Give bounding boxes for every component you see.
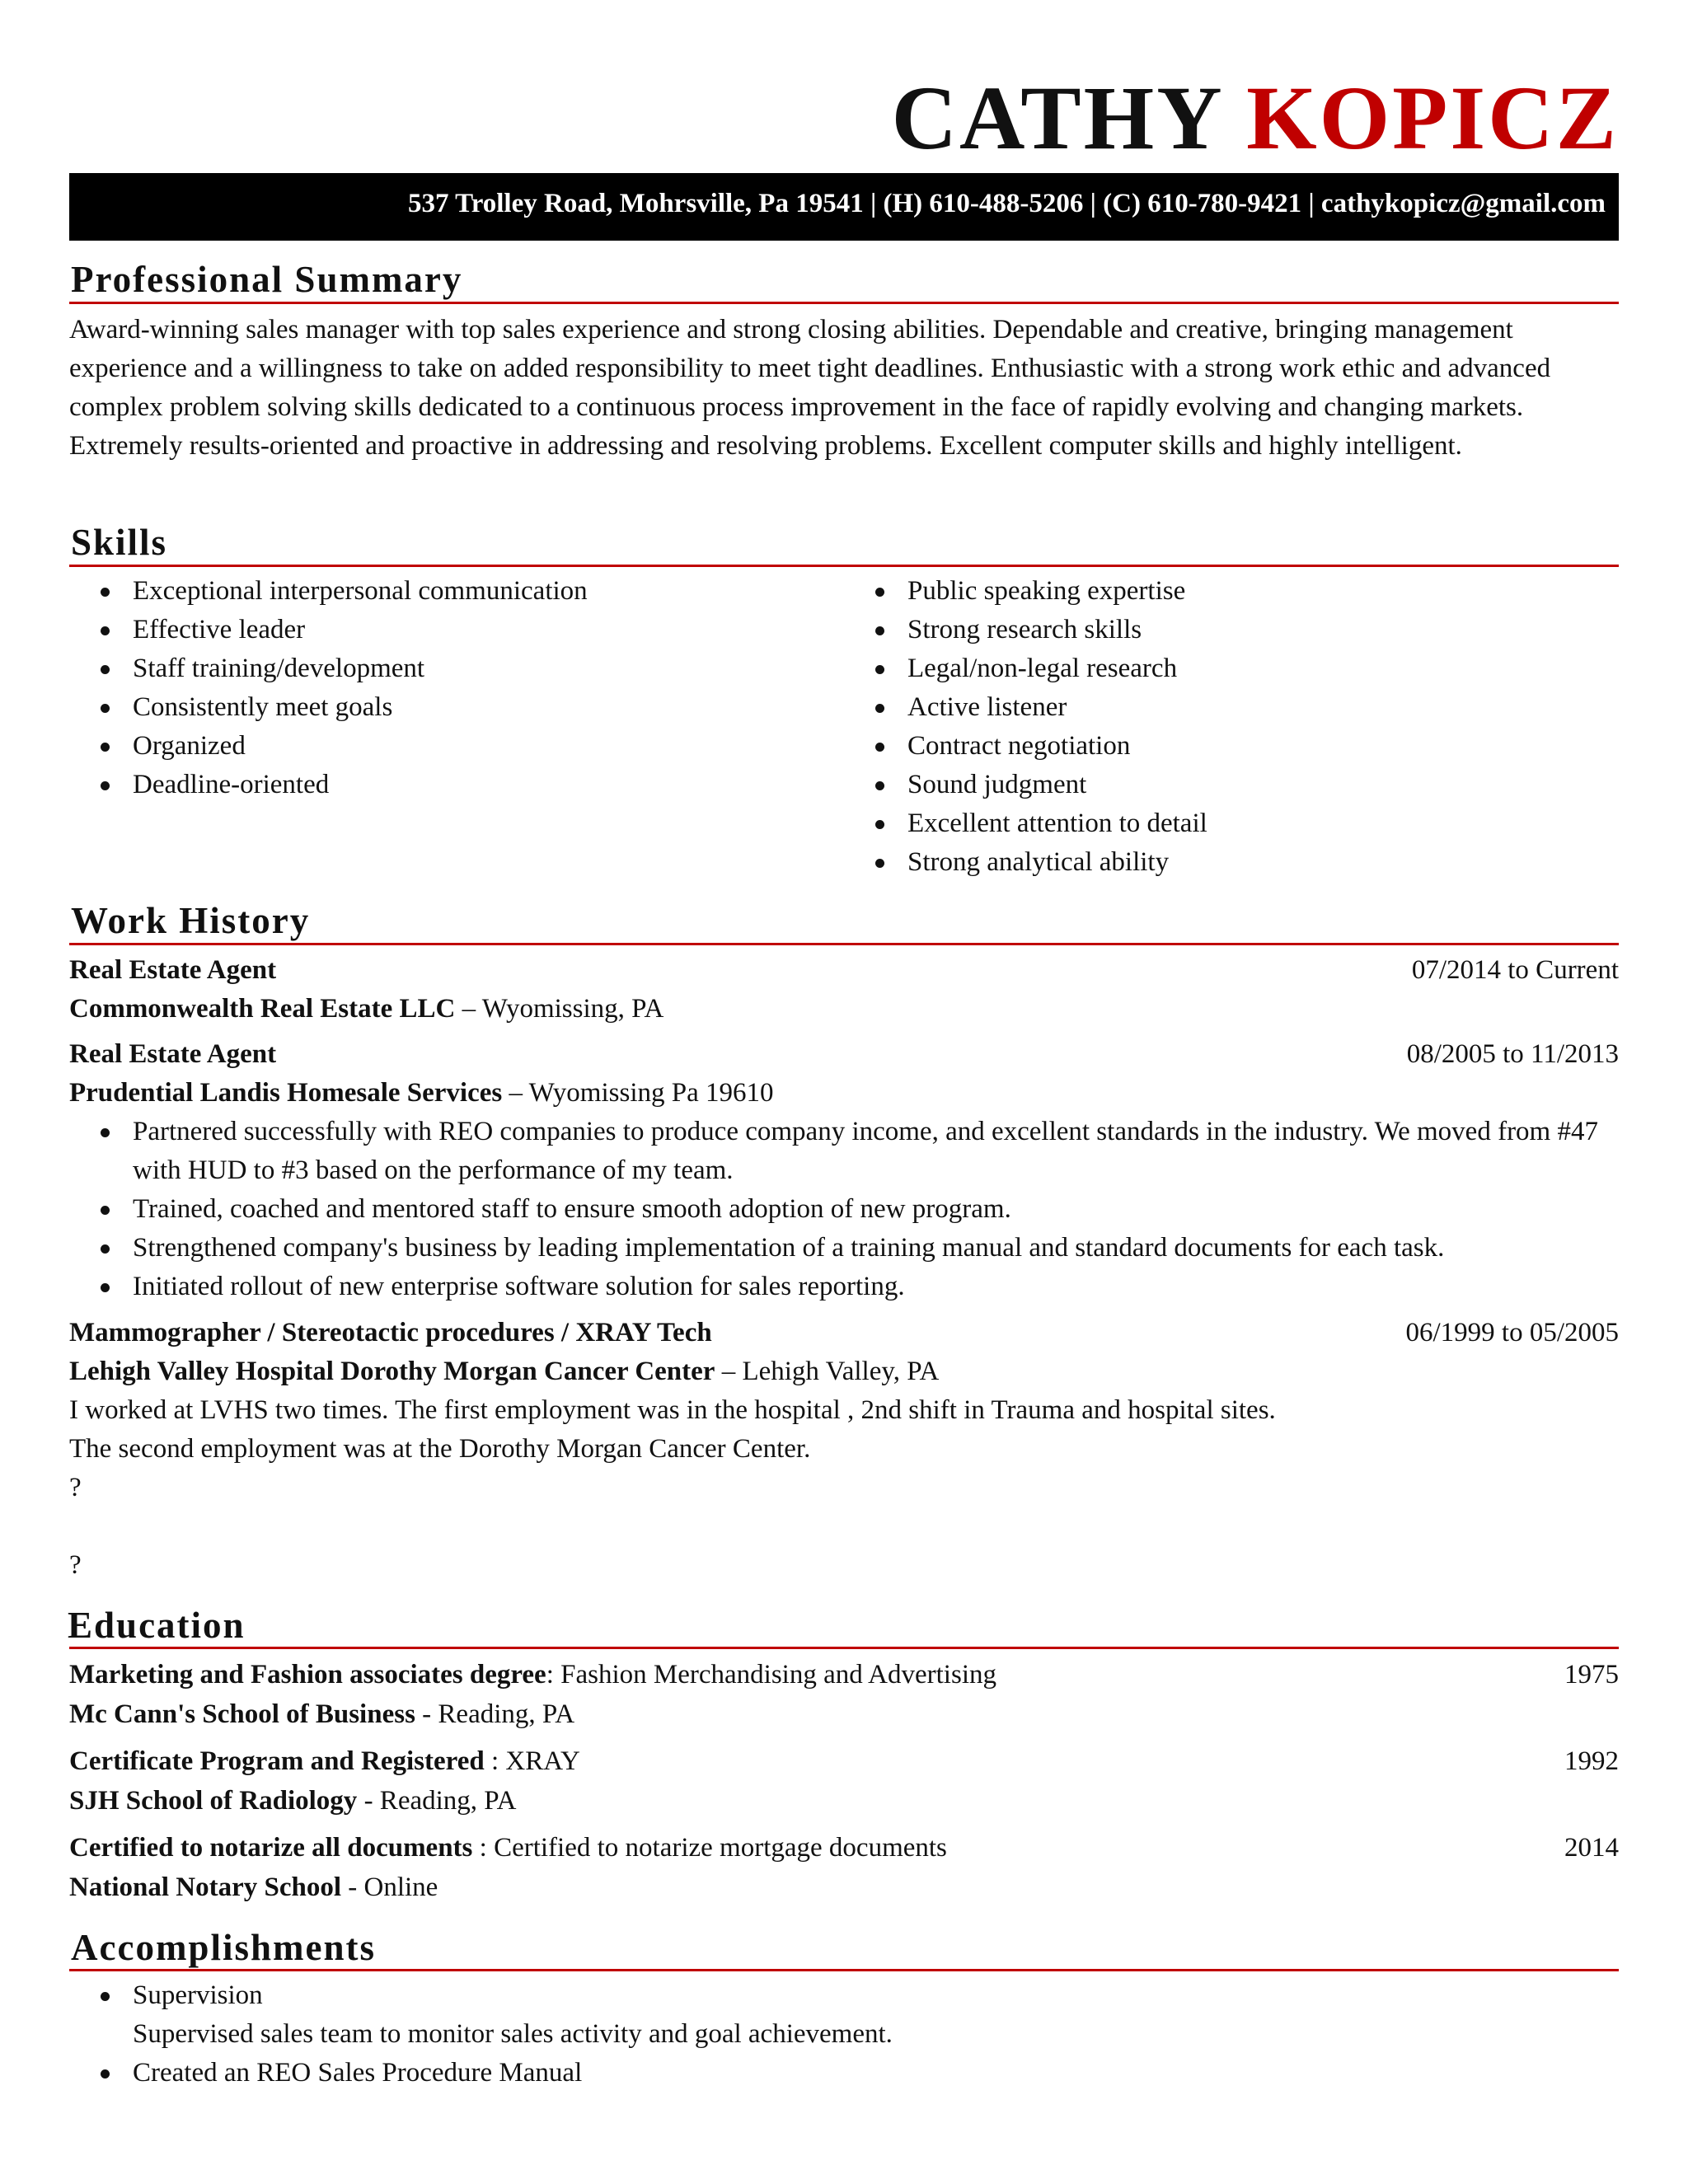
job-description-line: ? — [69, 1473, 82, 1502]
education-year: 1992 — [1564, 1746, 1619, 1776]
skills-list-right — [844, 572, 1207, 882]
skills-divider — [69, 565, 1619, 567]
list-item: Deadline-oriented — [69, 766, 588, 804]
education-school-row — [69, 1782, 1619, 1821]
list-item: Public speaking expertise — [844, 572, 1207, 611]
summary-text: Award-winning sales manager with top sales experience and strong closing abilities. Dependable and creative, bringing management experience and a willingness to take on added responsibility to meet tight deadlines. Enthusiastic with a strong work ethic and advanced complex problem solving skills dedicated to a continuous process improvement in the face of rapidly evolving and changing markets. Extremely results-oriented and proactive in addressing and resolving problems. Excellent computer skills and highly intelligent. — [69, 315, 1551, 461]
first-name: CATHY — [891, 68, 1221, 168]
accomplishments-heading: Accomplishments — [71, 1927, 376, 1968]
job-description-line: I worked at LVHS two times. The first employment was in the hospital , 2nd shift in Trauma and hospital sites. — [69, 1395, 1276, 1425]
job-company-row — [69, 990, 1619, 1029]
job-dates: 08/2005 to 11/2013 — [1406, 1039, 1619, 1069]
company-name: Commonwealth Real Estate LLC — [69, 994, 456, 1024]
work-heading: Work History — [71, 900, 311, 941]
education-heading: Education — [68, 1605, 246, 1646]
list-item: Effective leader — [69, 611, 588, 649]
list-item: Created an REO Sales Procedure Manual — [69, 2054, 582, 2093]
list-item: Initiated rollout of new enterprise software solution for sales reporting. — [69, 1268, 1619, 1306]
school-name: Mc Cann's School of Business — [69, 1699, 415, 1729]
school-location: - Online — [341, 1872, 438, 1902]
list-item: Exceptional interpersonal communication — [69, 572, 588, 611]
list-item: Strong analytical ability — [844, 843, 1207, 882]
degree: Marketing and Fashion associates degree — [69, 1660, 546, 1690]
list-item: Trained, coached and mentored staff to ensure smooth adoption of new program. — [69, 1190, 1619, 1229]
last-name: KOPICZ — [1246, 68, 1619, 168]
education-degree-row — [69, 1742, 1619, 1781]
list-item: Active listener — [844, 688, 1207, 727]
accomplishment-detail: Supervised sales team to monitor sales activity and goal achievement. — [133, 2019, 893, 2049]
education-divider — [69, 1647, 1619, 1649]
job-title-row — [69, 1035, 1619, 1074]
job-title: Real Estate Agent — [69, 955, 277, 985]
list-item: Excellent attention to detail — [844, 804, 1207, 843]
company-location: – Lehigh Valley, PA — [715, 1357, 940, 1386]
job-title: Mammographer / Stereotactic procedures / XRAY Tech — [69, 1318, 712, 1347]
job-title-row — [69, 1314, 1619, 1352]
education-school-row — [69, 1868, 1619, 1907]
accomplishments-list — [69, 1976, 263, 2015]
list-item: Partnered successfully with REO companies to produce company income, and excellent standards in the industry. We moved from #47 with HUD to #3 based on the performance of my team. — [69, 1113, 1619, 1190]
contact-info: 537 Trolley Road, Mohrsville, Pa 19541 | (H) 610-488-5206 | (C) 610-780-9421 | cathykopicz@gmail.com — [407, 189, 1606, 218]
list-item: Strengthened company's business by leading implementation of a training manual and standard documents for each task. — [69, 1229, 1619, 1268]
resume-page — [69, 0, 1619, 2184]
candidate-name — [892, 64, 1619, 171]
job-title: Real Estate Agent — [69, 1039, 277, 1069]
company-name: Prudential Landis Homesale Services — [69, 1078, 503, 1108]
summary-divider — [69, 302, 1619, 304]
degree-field: : Certified to notarize mortgage documents — [472, 1833, 947, 1863]
job-description-line: ? — [69, 1550, 82, 1580]
list-item: Sound judgment — [844, 766, 1207, 804]
degree: Certificate Program and Registered — [69, 1746, 485, 1776]
list-item: Supervision — [69, 1976, 263, 2015]
work-divider — [69, 943, 1619, 945]
education-year: 2014 — [1564, 1833, 1619, 1863]
school-name: SJH School of Radiology — [69, 1786, 358, 1816]
accomplishments-list — [69, 2054, 582, 2093]
company-location: – Wyomissing Pa 19610 — [502, 1078, 774, 1108]
job-company-row — [69, 1074, 1619, 1113]
degree: Certified to notarize all documents — [69, 1833, 473, 1863]
school-name: National Notary School — [69, 1872, 341, 1902]
list-item: Contract negotiation — [844, 727, 1207, 766]
list-item: Staff training/development — [69, 649, 588, 688]
degree-field: : XRAY — [484, 1746, 580, 1776]
skills-heading: Skills — [71, 522, 168, 563]
summary-heading: Professional Summary — [71, 259, 463, 300]
education-year: 1975 — [1564, 1660, 1619, 1690]
company-name: Lehigh Valley Hospital Dorothy Morgan Cancer Center — [69, 1357, 715, 1386]
list-item: Consistently meet goals — [69, 688, 588, 727]
education-degree-row — [69, 1829, 1619, 1868]
degree-field: : Fashion Merchandising and Advertising — [546, 1660, 996, 1690]
job-dates: 07/2014 to Current — [1411, 955, 1619, 985]
school-location: - Reading, PA — [415, 1699, 575, 1729]
education-degree-row — [69, 1656, 1619, 1694]
list-item: Organized — [69, 727, 588, 766]
job-title-row — [69, 951, 1619, 990]
job-dates: 06/1999 to 05/2005 — [1405, 1318, 1619, 1347]
list-item: Legal/non-legal research — [844, 649, 1207, 688]
list-item: Strong research skills — [844, 611, 1207, 649]
job-description-line: The second employment was at the Dorothy Morgan Cancer Center. — [69, 1434, 811, 1464]
education-school-row — [69, 1695, 1619, 1734]
skills-list-left — [69, 572, 588, 804]
accomplishments-divider — [69, 1969, 1619, 1971]
job-company-row — [69, 1352, 1619, 1391]
school-location: - Reading, PA — [357, 1786, 517, 1816]
contact-bar — [69, 173, 1619, 241]
job-bullets — [69, 1113, 1619, 1306]
company-location: – Wyomissing, PA — [455, 994, 664, 1024]
